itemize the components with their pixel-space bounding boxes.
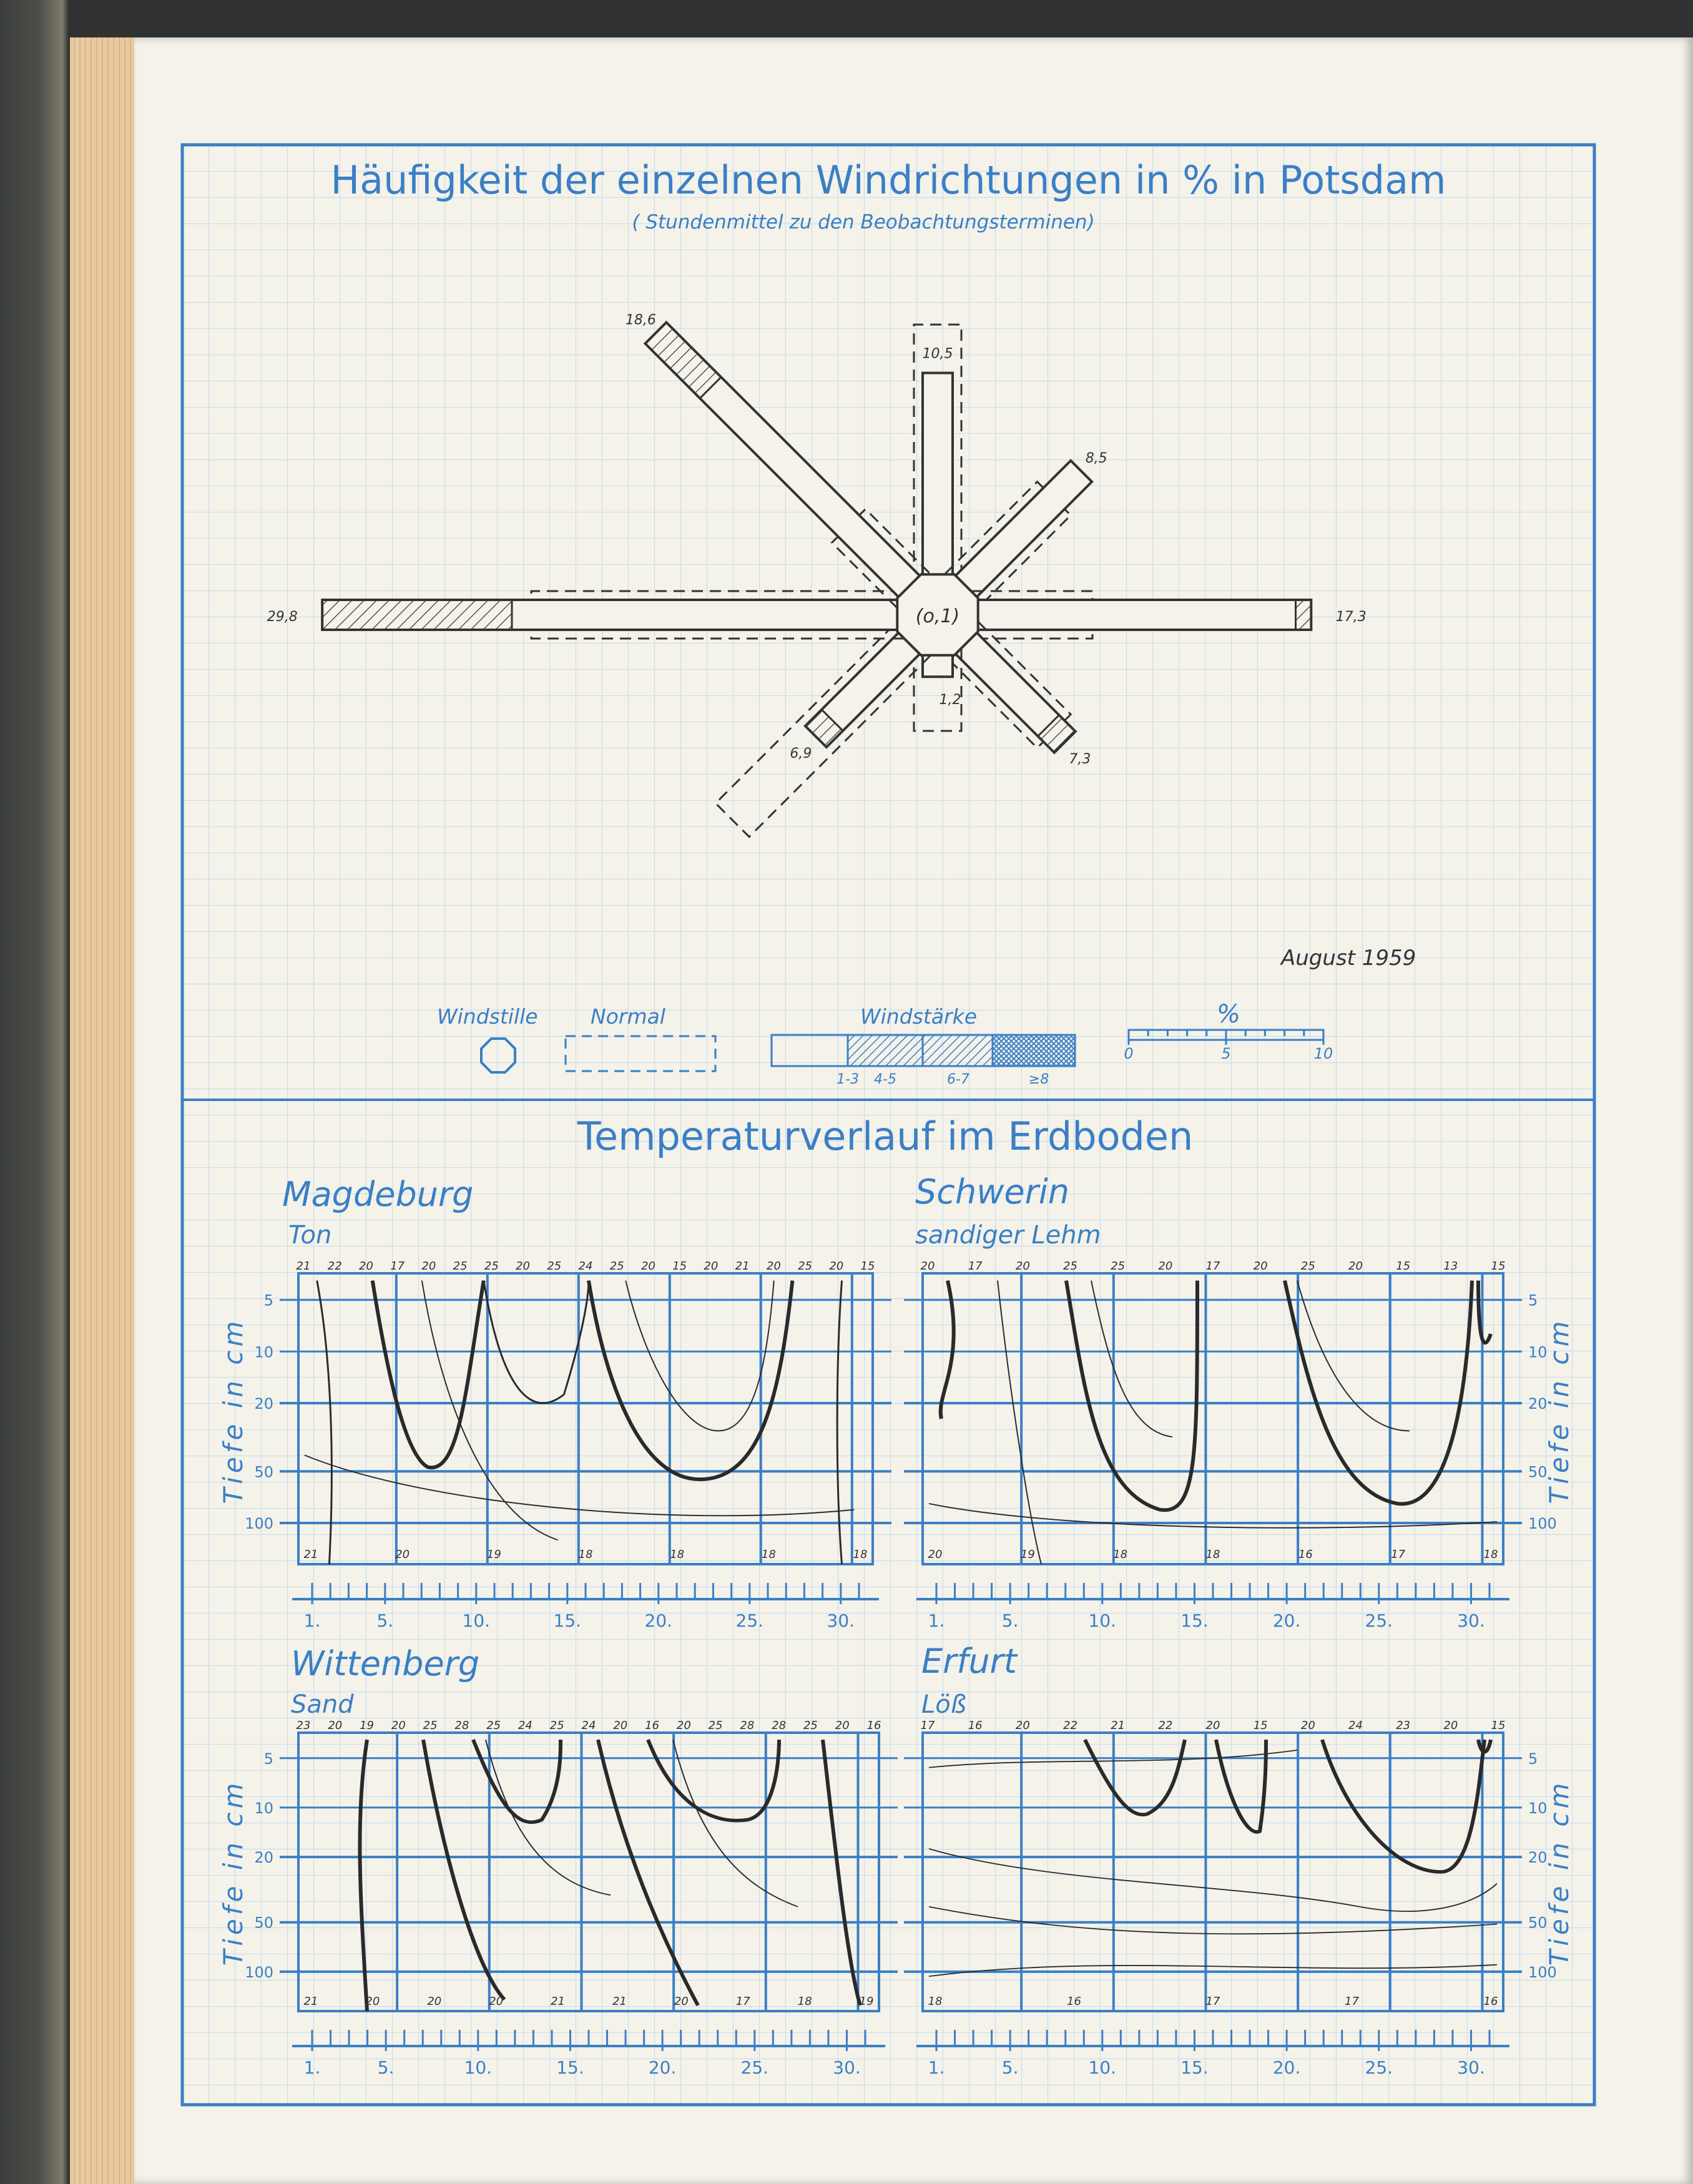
isotherm-top-label: 20 xyxy=(358,1260,373,1273)
panel-depth-tick: 100 xyxy=(245,1963,273,1981)
ylabel-right-top: Tiefe in cm xyxy=(1544,1317,1574,1504)
legend-class-4-5 xyxy=(848,1035,923,1066)
day-tick-label: 25. xyxy=(1365,1610,1393,1631)
isotherm-bottom-label: 18 xyxy=(761,1548,776,1561)
panel-depth-tick: 20 xyxy=(254,1395,273,1413)
day-tick-label: 25. xyxy=(740,2057,769,2078)
panel-depth-tick: 50 xyxy=(254,1463,273,1481)
day-tick-label: 10. xyxy=(462,1610,491,1631)
wind-value-e: 17,3 xyxy=(1335,609,1367,625)
isotherm-bottom-label: 16 xyxy=(1298,1548,1313,1561)
legend-scale-tick-10: 10 xyxy=(1313,1045,1333,1062)
isotherm-bottom-label: 20 xyxy=(395,1548,410,1561)
isotherm-bottom-label: 19 xyxy=(486,1548,501,1561)
panel-depth-tick: 20 xyxy=(1528,1849,1548,1867)
day-tick-label: 5. xyxy=(377,2057,395,2078)
day-tick-label: 30. xyxy=(827,1610,855,1631)
isotherm-bottom-label: 18 xyxy=(578,1548,593,1561)
isotherm-bottom-label: 16 xyxy=(1067,1995,1081,2008)
isotherm-top-label: 20 xyxy=(516,1260,531,1273)
isotherm-top-label: 25 xyxy=(423,1719,438,1732)
isotherm-top-label: 21 xyxy=(1111,1719,1126,1732)
isotherm-top-label: 20 xyxy=(1158,1260,1173,1273)
isotherm-top-label: 25 xyxy=(798,1260,813,1273)
isotherm-bottom-label: 19 xyxy=(1020,1548,1035,1561)
wind-value-se: 7,3 xyxy=(1069,751,1091,767)
isotherm-bottom-label: 18 xyxy=(670,1548,685,1561)
wind-value-s: 1,2 xyxy=(939,692,961,708)
isotherm-top-label: 24 xyxy=(581,1719,596,1732)
isotherm-bottom-label: 20 xyxy=(365,1995,380,2008)
isotherm-top-label: 21 xyxy=(735,1260,750,1273)
panel-depth-tick: 5 xyxy=(1528,1750,1538,1768)
wind-bar-strong-e xyxy=(1296,600,1312,630)
isotherm-top-label: 23 xyxy=(1396,1719,1411,1732)
panel-depth-tick: 20 xyxy=(254,1849,273,1867)
isotherm-top-label: 20 xyxy=(1015,1260,1030,1273)
isotherm-top-label: 25 xyxy=(484,1260,499,1273)
isotherm-bottom-label: 21 xyxy=(303,1995,318,2008)
legend-class-label-1: 1-3 xyxy=(837,1072,859,1087)
isotherm-top-label: 20 xyxy=(391,1719,406,1732)
panel-depth-tick: 50 xyxy=(1528,1463,1548,1481)
isotherm-top-label: 20 xyxy=(1015,1719,1030,1732)
isotherm-bottom-label: 17 xyxy=(1345,1995,1359,2008)
wind-value-n: 10,5 xyxy=(922,346,953,362)
isotherm-top-label: 28 xyxy=(740,1719,755,1732)
isotherm-top-label: 16 xyxy=(866,1719,881,1732)
windrose-period: August 1959 xyxy=(1281,946,1416,971)
isotherm-top-label: 17 xyxy=(390,1260,405,1273)
wind-value-w: 29,8 xyxy=(267,609,298,625)
isotherm-top-label: 15 xyxy=(1491,1719,1506,1732)
isotherm-bottom-label: 21 xyxy=(612,1995,627,2008)
isotherm-bottom-label: 19 xyxy=(859,1995,874,2008)
day-tick-label: 30. xyxy=(1457,2057,1485,2078)
isotherm-top-label: 15 xyxy=(1491,1260,1506,1273)
isotherm-bottom-label: 21 xyxy=(303,1548,318,1561)
legend-class-6-7 xyxy=(923,1035,993,1066)
day-tick-label: 1. xyxy=(303,1610,321,1631)
day-tick-label: 20. xyxy=(644,1610,673,1631)
panel-station: Schwerin xyxy=(915,1172,1070,1212)
isotherm-top-label: 20 xyxy=(766,1260,781,1273)
isotherm-top-label: 20 xyxy=(704,1260,719,1273)
day-tick-label: 5. xyxy=(376,1610,394,1631)
legend-class-label-4: ≥8 xyxy=(1028,1072,1049,1087)
day-tick-label: 30. xyxy=(1457,1610,1485,1631)
isotherm-bottom-label: 17 xyxy=(1391,1548,1406,1561)
isotherm-top-label: 20 xyxy=(1300,1719,1315,1732)
panel-depth-tick: 100 xyxy=(1528,1515,1557,1532)
day-tick-label: 1. xyxy=(928,1610,945,1631)
isotherm-top-label: 20 xyxy=(1205,1719,1220,1732)
panel-depth-tick: 100 xyxy=(245,1515,273,1532)
isotherm-top-label: 22 xyxy=(327,1260,342,1273)
isotherm-bottom-label: 18 xyxy=(928,1995,943,2008)
panel-soil: Löß xyxy=(921,1690,966,1719)
isotherm-top-label: 20 xyxy=(829,1260,844,1273)
isotherm-top-label: 15 xyxy=(860,1260,875,1273)
day-tick-label: 25. xyxy=(735,1610,764,1631)
isotherm-top-label: 20 xyxy=(835,1719,850,1732)
isotherm-top-label: 13 xyxy=(1443,1260,1458,1273)
isotherm-top-label: 15 xyxy=(1396,1260,1411,1273)
isotherm-top-label: 25 xyxy=(486,1719,501,1732)
legend-scale-tick-5: 5 xyxy=(1221,1045,1231,1062)
day-tick-label: 25. xyxy=(1365,2057,1393,2078)
isotherm-bottom-label: 20 xyxy=(427,1995,442,2008)
isotherm-bottom-label: 18 xyxy=(797,1995,812,2008)
isotherm-top-label: 20 xyxy=(328,1719,343,1732)
isotherm-bottom-label: 20 xyxy=(489,1995,504,2008)
panel-depth-tick: 5 xyxy=(263,1291,273,1310)
isotherm-top-label: 20 xyxy=(640,1260,655,1273)
isotherm-top-label: 20 xyxy=(613,1719,628,1732)
panel-station: Erfurt xyxy=(921,1642,1017,1681)
panel-depth-tick: 10 xyxy=(1528,1799,1548,1817)
isotherm-top-label: 15 xyxy=(672,1260,687,1273)
wind-value-ne: 8,5 xyxy=(1085,450,1107,466)
isotherm-top-label: 24 xyxy=(578,1260,593,1273)
day-tick-label: 1. xyxy=(303,2057,321,2078)
isotherm-top-label: 22 xyxy=(1063,1719,1077,1732)
day-tick-label: 1. xyxy=(928,2057,945,2078)
day-tick-label: 5. xyxy=(1001,2057,1019,2078)
isotherm-top-label: 20 xyxy=(1348,1260,1363,1273)
panel-depth-tick: 5 xyxy=(1528,1291,1538,1310)
day-tick-label: 15. xyxy=(553,1610,582,1631)
day-tick-label: 20. xyxy=(648,2057,677,2078)
windrose-title: Häufigkeit der einzelnen Windrichtungen in % in Potsdam xyxy=(330,157,1446,203)
isotherm-bottom-label: 20 xyxy=(928,1548,943,1561)
isotherm-top-label: 17 xyxy=(1205,1260,1220,1273)
isotherm-bottom-label: 20 xyxy=(674,1995,689,2008)
day-tick-label: 20. xyxy=(1272,1610,1301,1631)
isotherm-top-label: 24 xyxy=(1348,1719,1363,1732)
isotherm-bottom-label: 16 xyxy=(1483,1995,1498,2008)
legend-windstaerke-label: Windstärke xyxy=(860,1004,977,1029)
isotherm-top-label: 25 xyxy=(547,1260,562,1273)
isotherm-bottom-label: 18 xyxy=(1483,1548,1498,1561)
calm-value: (o,1) xyxy=(915,605,960,627)
isotherm-bottom-label: 18 xyxy=(1205,1548,1220,1561)
day-tick-label: 20. xyxy=(1272,2057,1301,2078)
isotherm-top-label: 25 xyxy=(708,1719,723,1732)
isotherm-top-label: 24 xyxy=(518,1719,532,1732)
wind-bar-strong-w xyxy=(322,600,512,630)
isotherm-top-label: 20 xyxy=(421,1260,436,1273)
panel-depth-tick: 50 xyxy=(254,1914,273,1932)
isotherm-top-label: 16 xyxy=(968,1719,983,1732)
isotherm-bottom-label: 17 xyxy=(1205,1995,1220,2008)
panel-station: Wittenberg xyxy=(291,1644,480,1683)
day-tick-label: 10. xyxy=(464,2057,493,2078)
windrose-subtitle: ( Stundenmittel zu den Beobachtungsterminen) xyxy=(632,211,1095,233)
ylabel-left-top: Tiefe in cm xyxy=(218,1317,248,1504)
legend-windstille-label: Windstille xyxy=(437,1004,538,1029)
legend-normal-label: Normal xyxy=(591,1004,665,1029)
isotherm-top-label: 25 xyxy=(453,1260,468,1273)
panel-station: Magdeburg xyxy=(282,1175,474,1214)
isotherm-top-label: 21 xyxy=(296,1260,311,1273)
isotherm-top-label: 22 xyxy=(1158,1719,1173,1732)
ylabel-right-bottom: Tiefe in cm xyxy=(1544,1779,1574,1966)
isotherm-top-label: 25 xyxy=(609,1260,624,1273)
legend-class-label-3: 6-7 xyxy=(947,1072,969,1087)
isopleth-title: Temperaturverlauf im Erdboden xyxy=(577,1114,1194,1159)
panel-depth-tick: 5 xyxy=(263,1750,273,1768)
isotherm-top-label: 25 xyxy=(1111,1260,1126,1273)
wind-value-sw: 6,9 xyxy=(790,746,812,762)
isotherm-top-label: 20 xyxy=(1253,1260,1268,1273)
isotherm-top-label: 20 xyxy=(1443,1719,1458,1732)
day-tick-label: 15. xyxy=(1180,1610,1209,1631)
legend-class-8 xyxy=(993,1035,1075,1066)
panel-depth-tick: 20 xyxy=(1528,1395,1548,1413)
isotherm-top-label: 28 xyxy=(454,1719,469,1732)
panel-depth-tick: 10 xyxy=(254,1799,273,1817)
ylabel-left-bottom: Tiefe in cm xyxy=(218,1779,248,1966)
panel-depth-tick: 100 xyxy=(1528,1963,1557,1981)
isotherm-bottom-label: 21 xyxy=(551,1995,566,2008)
legend-class-label-2: 4-5 xyxy=(874,1072,896,1087)
day-tick-label: 10. xyxy=(1088,1610,1117,1631)
panel-soil: Ton xyxy=(288,1221,332,1250)
panel-soil: Sand xyxy=(291,1690,354,1719)
panel-depth-tick: 10 xyxy=(254,1343,273,1361)
wind-bar-e xyxy=(973,600,1311,630)
isotherm-bottom-label: 17 xyxy=(735,1995,750,2008)
isotherm-top-label: 25 xyxy=(803,1719,818,1732)
isotherm-top-label: 20 xyxy=(920,1260,935,1273)
panel-depth-tick: 10 xyxy=(1528,1343,1548,1361)
isotherm-top-label: 20 xyxy=(676,1719,691,1732)
day-tick-label: 10. xyxy=(1088,2057,1117,2078)
isotherm-top-label: 25 xyxy=(1300,1260,1315,1273)
legend-percent-label: % xyxy=(1216,1000,1241,1029)
day-tick-label: 15. xyxy=(1180,2057,1209,2078)
isotherm-top-label: 23 xyxy=(296,1719,311,1732)
panel-depth-tick: 50 xyxy=(1528,1914,1548,1932)
isotherm-top-label: 28 xyxy=(772,1719,787,1732)
isotherm-top-label: 17 xyxy=(920,1719,935,1732)
isotherm-top-label: 19 xyxy=(360,1719,375,1732)
isotherm-top-label: 15 xyxy=(1253,1719,1268,1732)
isotherm-top-label: 17 xyxy=(968,1260,983,1273)
wind-value-nw: 18,6 xyxy=(625,312,656,328)
isotherm-bottom-label: 18 xyxy=(853,1548,868,1561)
isotherm-bottom-label: 18 xyxy=(1113,1548,1128,1561)
legend-scale-tick-0: 0 xyxy=(1124,1045,1134,1062)
isotherm-top-label: 16 xyxy=(645,1719,660,1732)
wind-bar-n xyxy=(923,373,953,580)
panel-soil: sandiger Lehm xyxy=(915,1221,1101,1250)
isotherm-top-label: 25 xyxy=(549,1719,564,1732)
day-tick-label: 15. xyxy=(556,2057,584,2078)
day-tick-label: 30. xyxy=(833,2057,861,2078)
day-tick-label: 5. xyxy=(1001,1610,1019,1631)
isotherm-top-label: 25 xyxy=(1063,1260,1077,1273)
